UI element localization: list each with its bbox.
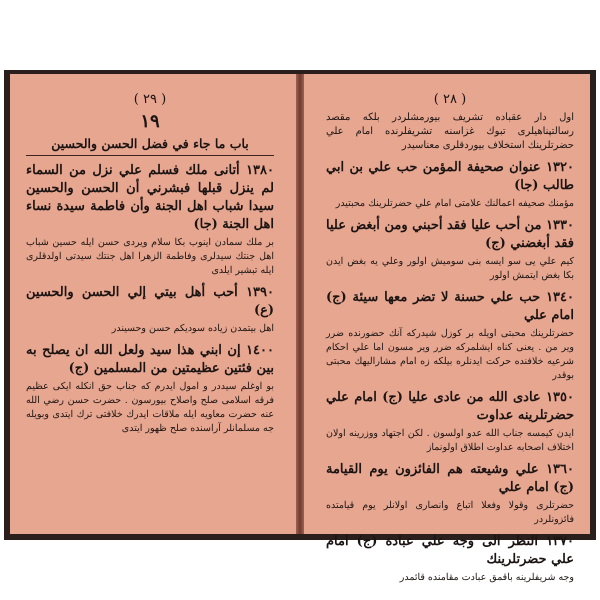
hadith-text: ١٣٥٠ عادى الله من عادى عليا (ج) امام علي حضرتلرينه عداوت (326, 390, 574, 423)
page-number: ( ٢٩ ) (133, 92, 167, 107)
left-page (10, 74, 296, 534)
hadith-commentary: حضرتلرينك محبتى اويله بر كوزل شيدركه آنك حضورنده ضرر وير من . يعنى كناه ايشلمركه ضرر وير مسون اما علي احكام شرعيه خلافنده حركت ايدنلره بيلكه زه امام مشاراليهك محبتى بوقدر (326, 328, 574, 381)
continued-text: اول دار عقباده تشريف بيورمشلردر بلكه مقصد رسالتپناهيلرى تبوك غزاسنه تشريفلرنده امام علي حضرتلرينك استخلاف بيوردقلرى معناسيدر (326, 112, 574, 151)
hadith-text: ١٣٧٠ النظر الى وجه علي عبادة (ج) امام علي حضرتلرينك (326, 534, 574, 567)
hadith-commentary: اهل بيتمدن زياده سوديكم حسن وحسيندر (111, 323, 274, 334)
hadith-text: ١٣٨٠ أتانى ملك فسلم علي نزل من السماء لم ينزل قبلها فبشرني أن الحسن والحسين سيدا شباب اهل الجنة وأن فاطمة سيدة نساء اهل الجنة (جا) (26, 163, 274, 232)
hadith-text: ١٣٤٠ حب علي حسنة لا تضر معها سيئة (ج) امام علي (326, 290, 574, 323)
chapter-heading: باب ما جاء في فضل الحسن والحسين (26, 136, 274, 156)
hadith-commentary: حضرتلرى وقولا وفعلا اتباع وانصارى اولانلر يوم قيامتده فائزونلردر (326, 500, 574, 525)
hadith-commentary: وجه شريفلرينه باقمق عبادت مقامنده قائمدر (399, 572, 574, 583)
hadith-commentary: مؤمنك صحيفه اعمالنك علامتى امام علي حضرتلرينك محبتيدر (335, 198, 574, 209)
hadith-text: ١٣٣٠ من أحب عليا فقد أحبني ومن أبغض عليا فقد أبغضني (ج) (326, 218, 574, 251)
hadith-commentary: بو اوغلم سيددر و امول ايدرم كه جناب حق انكله ايكى عظيم فرقه اسلامى صلح واصلاح بيورسون . حضرت حسن رضي الله عنه حضرت معاويه ايله ملاقات ايدرك خلافتى ترك ايتدى وبويله جه مسلمانلر آراسنده صلح ظهور ايتدى (26, 381, 274, 434)
hadith-text: ١٤٠٠ إن ابني هذا سيد ولعل الله ان يصلح به بين فئتين عظيمتين من المسلمين (ج) (26, 343, 274, 376)
page-number: ( ٢٨ ) (433, 92, 467, 107)
hadith-text: ١٣٩٠ أحب أهل بيتي إلي الحسن والحسين (ع) (26, 285, 274, 318)
right-page (304, 74, 590, 583)
chapter-number: ١٩ (140, 111, 160, 132)
hadith-commentary: كيم علي يى سو ايسه بنى سوميش اولور وعلي يه بغض ايدن بكا بغض ايتمش اولور (326, 256, 574, 281)
open-book (4, 70, 596, 583)
hadith-text: ١٣٦٠ علي وشيعته هم الفائزون يوم القيامة (ج) امام علي (326, 462, 574, 495)
hadith-text: ١٣٢٠ عنوان صحيفة المؤمن حب علي بن ابي طالب (جا) (326, 160, 574, 193)
hadith-commentary: ايدن كيمسه جناب الله عدو اولسون . لكن اجتهاد ووزرينه اولان اختلاف اصحابه عداوت اطلاق اولونماز (326, 428, 574, 453)
hadith-commentary: بر ملك سمادن اينوب بكا سلام ويردى حسن ايله حسين شباب اهل جنتك سيدلرى وفاطمة الزهرا اهل جنتك سيدتى اولدقلرى ايله تبشير ايلدى (26, 237, 274, 276)
